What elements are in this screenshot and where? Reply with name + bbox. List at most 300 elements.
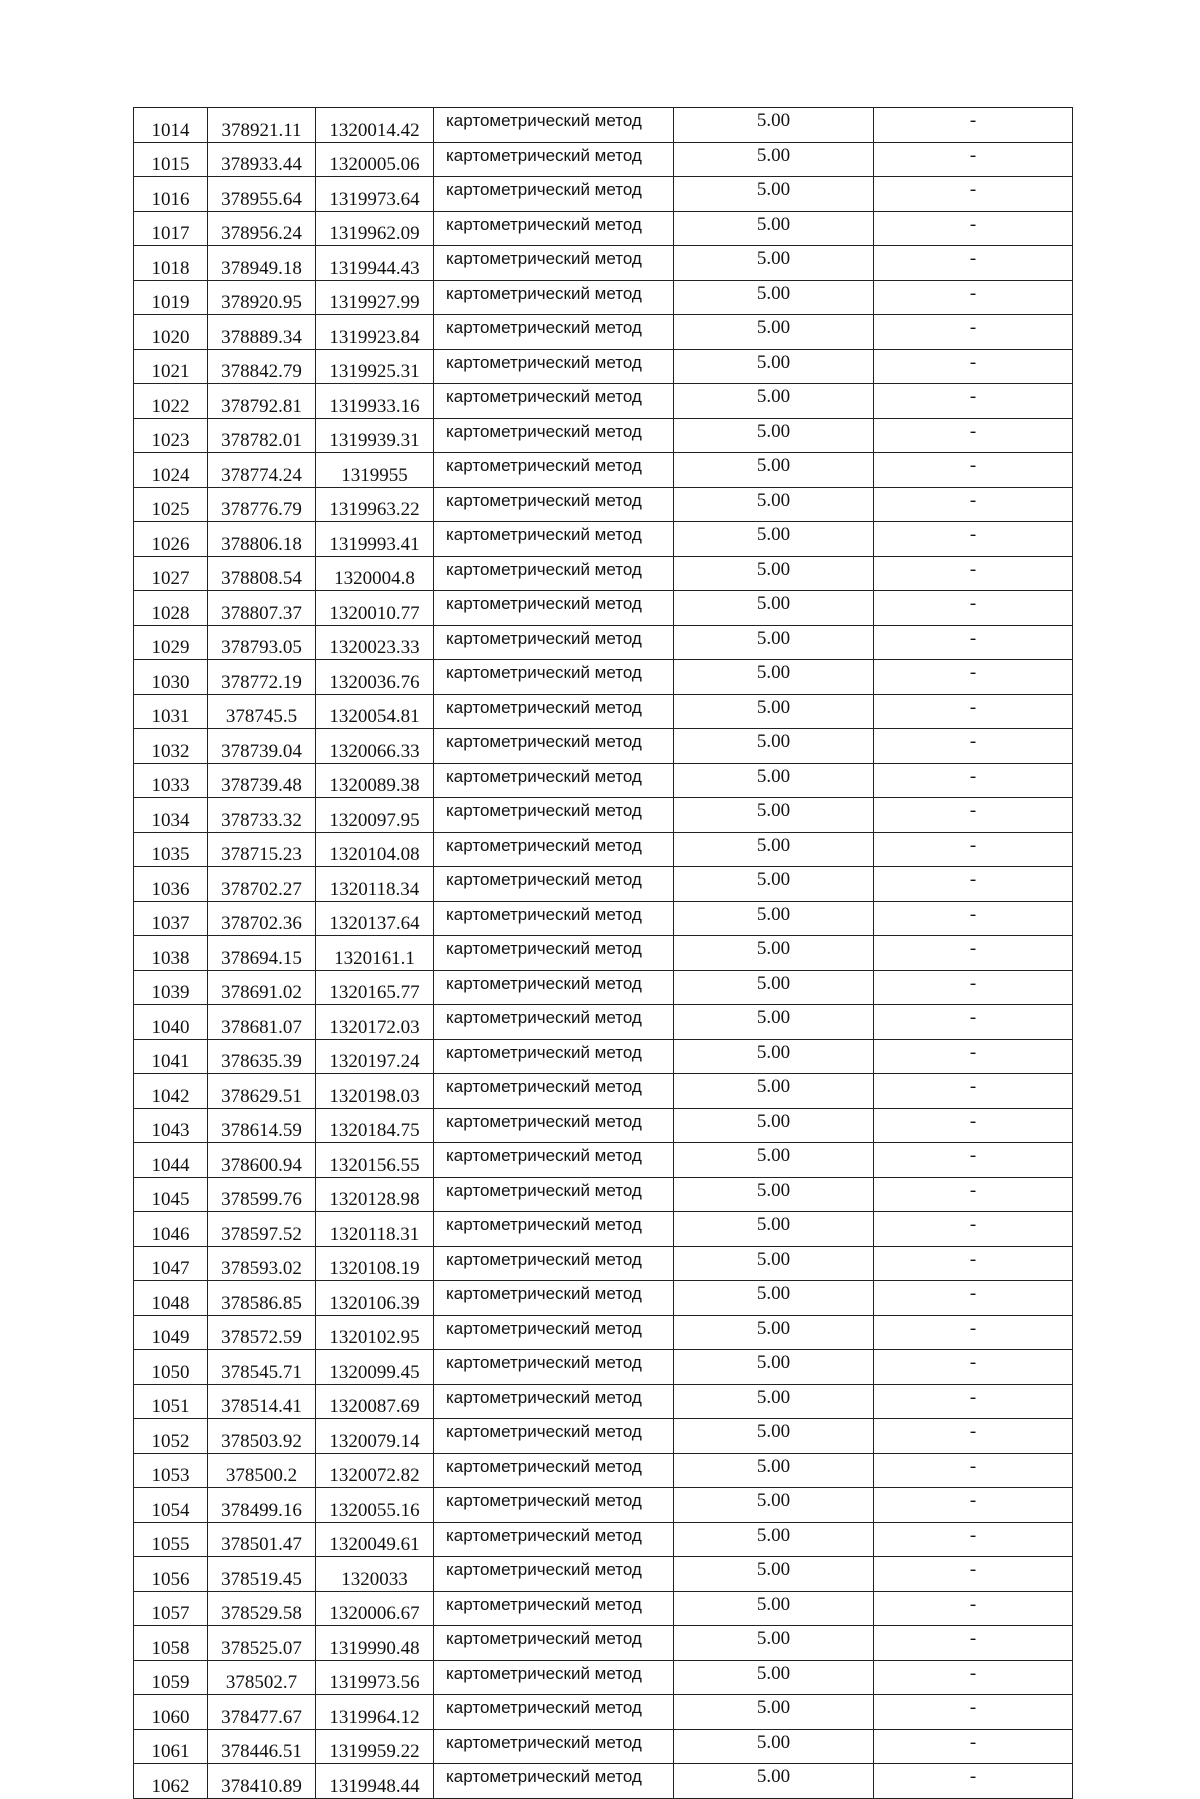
x-coordinate-cell: 378519.45 <box>208 1557 316 1592</box>
point-number-cell: 1058 <box>134 1626 208 1661</box>
accuracy-cell: 5.00 <box>674 970 874 1005</box>
point-number-cell: 1055 <box>134 1522 208 1557</box>
table-row <box>134 177 1073 212</box>
x-coordinate-cell: 378500.2 <box>208 1453 316 1488</box>
method-cell: картометрический метод <box>434 280 674 315</box>
accuracy-cell: 5.00 <box>674 1522 874 1557</box>
x-coordinate-cell: 378933.44 <box>208 142 316 177</box>
table-row <box>134 1108 1073 1143</box>
point-number-cell: 1019 <box>134 280 208 315</box>
point-number-cell: 1048 <box>134 1281 208 1316</box>
method-cell: картометрический метод <box>434 798 674 833</box>
accuracy-cell: 5.00 <box>674 1281 874 1316</box>
point-number-cell: 1027 <box>134 556 208 591</box>
note-cell: - <box>874 487 1073 522</box>
point-number-cell: 1060 <box>134 1695 208 1730</box>
accuracy-cell: 5.00 <box>674 1557 874 1592</box>
point-number-cell: 1017 <box>134 211 208 246</box>
method-cell: картометрический метод <box>434 418 674 453</box>
accuracy-cell: 5.00 <box>674 1074 874 1109</box>
point-number-cell: 1030 <box>134 660 208 695</box>
y-coordinate-cell: 1319955 <box>316 453 434 488</box>
point-number-cell: 1050 <box>134 1350 208 1385</box>
note-cell: - <box>874 1074 1073 1109</box>
accuracy-cell: 5.00 <box>674 384 874 419</box>
table-row <box>134 591 1073 626</box>
accuracy-cell: 5.00 <box>674 729 874 764</box>
method-cell: картометрический метод <box>434 349 674 384</box>
method-cell: картометрический метод <box>434 867 674 902</box>
note-cell: - <box>874 1764 1073 1799</box>
method-cell: картометрический метод <box>434 763 674 798</box>
y-coordinate-cell: 1320102.95 <box>316 1315 434 1350</box>
note-cell: - <box>874 660 1073 695</box>
note-cell: - <box>874 763 1073 798</box>
y-coordinate-cell: 1319963.22 <box>316 487 434 522</box>
point-number-cell: 1025 <box>134 487 208 522</box>
point-number-cell: 1020 <box>134 315 208 350</box>
x-coordinate-cell: 378599.76 <box>208 1177 316 1212</box>
note-cell: - <box>874 142 1073 177</box>
note-cell: - <box>874 1246 1073 1281</box>
note-cell: - <box>874 453 1073 488</box>
table-row <box>134 1315 1073 1350</box>
accuracy-cell: 5.00 <box>674 591 874 626</box>
x-coordinate-cell: 378635.39 <box>208 1039 316 1074</box>
accuracy-cell: 5.00 <box>674 763 874 798</box>
note-cell: - <box>874 280 1073 315</box>
y-coordinate-cell: 1320099.45 <box>316 1350 434 1385</box>
note-cell: - <box>874 867 1073 902</box>
y-coordinate-cell: 1320156.55 <box>316 1143 434 1178</box>
table-row <box>134 1729 1073 1764</box>
note-cell: - <box>874 936 1073 971</box>
accuracy-cell: 5.00 <box>674 1591 874 1626</box>
method-cell: картометрический метод <box>434 315 674 350</box>
note-cell: - <box>874 315 1073 350</box>
table-row <box>134 798 1073 833</box>
note-cell: - <box>874 832 1073 867</box>
method-cell: картометрический метод <box>434 1660 674 1695</box>
accuracy-cell: 5.00 <box>674 1005 874 1040</box>
table-row <box>134 1005 1073 1040</box>
table-row <box>134 1419 1073 1454</box>
y-coordinate-cell: 1320108.19 <box>316 1246 434 1281</box>
x-coordinate-cell: 378842.79 <box>208 349 316 384</box>
accuracy-cell: 5.00 <box>674 280 874 315</box>
accuracy-cell: 5.00 <box>674 1695 874 1730</box>
y-coordinate-cell: 1320049.61 <box>316 1522 434 1557</box>
method-cell: картометрический метод <box>434 591 674 626</box>
point-number-cell: 1049 <box>134 1315 208 1350</box>
accuracy-cell: 5.00 <box>674 142 874 177</box>
y-coordinate-cell: 1319973.56 <box>316 1660 434 1695</box>
y-coordinate-cell: 1320054.81 <box>316 694 434 729</box>
method-cell: картометрический метод <box>434 522 674 557</box>
note-cell: - <box>874 556 1073 591</box>
x-coordinate-cell: 378477.67 <box>208 1695 316 1730</box>
method-cell: картометрический метод <box>434 556 674 591</box>
note-cell: - <box>874 625 1073 660</box>
table-row <box>134 556 1073 591</box>
accuracy-cell: 5.00 <box>674 832 874 867</box>
x-coordinate-cell: 378545.71 <box>208 1350 316 1385</box>
table-row <box>134 384 1073 419</box>
y-coordinate-cell: 1320055.16 <box>316 1488 434 1523</box>
note-cell: - <box>874 1212 1073 1247</box>
note-cell: - <box>874 1626 1073 1661</box>
table-row <box>134 1350 1073 1385</box>
table-row <box>134 280 1073 315</box>
table-row <box>134 487 1073 522</box>
table-row <box>134 1212 1073 1247</box>
accuracy-cell: 5.00 <box>674 556 874 591</box>
table-row <box>134 1074 1073 1109</box>
y-coordinate-cell: 1320089.38 <box>316 763 434 798</box>
y-coordinate-cell: 1320033 <box>316 1557 434 1592</box>
point-number-cell: 1035 <box>134 832 208 867</box>
note-cell: - <box>874 694 1073 729</box>
point-number-cell: 1021 <box>134 349 208 384</box>
accuracy-cell: 5.00 <box>674 1729 874 1764</box>
y-coordinate-cell: 1320014.42 <box>316 108 434 143</box>
accuracy-cell: 5.00 <box>674 1419 874 1454</box>
method-cell: картометрический метод <box>434 832 674 867</box>
point-number-cell: 1044 <box>134 1143 208 1178</box>
table-row <box>134 142 1073 177</box>
method-cell: картометрический метод <box>434 1005 674 1040</box>
table-row <box>134 1246 1073 1281</box>
table-row <box>134 970 1073 1005</box>
table-row <box>134 1281 1073 1316</box>
y-coordinate-cell: 1320197.24 <box>316 1039 434 1074</box>
point-number-cell: 1016 <box>134 177 208 212</box>
y-coordinate-cell: 1320128.98 <box>316 1177 434 1212</box>
accuracy-cell: 5.00 <box>674 694 874 729</box>
x-coordinate-cell: 378691.02 <box>208 970 316 1005</box>
accuracy-cell: 5.00 <box>674 798 874 833</box>
y-coordinate-cell: 1319948.44 <box>316 1764 434 1799</box>
x-coordinate-cell: 378739.48 <box>208 763 316 798</box>
table-row <box>134 418 1073 453</box>
y-coordinate-cell: 1319933.16 <box>316 384 434 419</box>
point-number-cell: 1036 <box>134 867 208 902</box>
table-row <box>134 936 1073 971</box>
note-cell: - <box>874 1005 1073 1040</box>
accuracy-cell: 5.00 <box>674 487 874 522</box>
y-coordinate-cell: 1320005.06 <box>316 142 434 177</box>
method-cell: картометрический метод <box>434 1212 674 1247</box>
x-coordinate-cell: 378889.34 <box>208 315 316 350</box>
method-cell: картометрический метод <box>434 1143 674 1178</box>
method-cell: картометрический метод <box>434 729 674 764</box>
point-number-cell: 1056 <box>134 1557 208 1592</box>
point-number-cell: 1014 <box>134 108 208 143</box>
accuracy-cell: 5.00 <box>674 108 874 143</box>
y-coordinate-cell: 1319993.41 <box>316 522 434 557</box>
y-coordinate-cell: 1320172.03 <box>316 1005 434 1040</box>
x-coordinate-cell: 378745.5 <box>208 694 316 729</box>
point-number-cell: 1026 <box>134 522 208 557</box>
table-row <box>134 1384 1073 1419</box>
y-coordinate-cell: 1320006.67 <box>316 1591 434 1626</box>
note-cell: - <box>874 1488 1073 1523</box>
method-cell: картометрический метод <box>434 1315 674 1350</box>
method-cell: картометрический метод <box>434 487 674 522</box>
y-coordinate-cell: 1319990.48 <box>316 1626 434 1661</box>
x-coordinate-cell: 378702.27 <box>208 867 316 902</box>
x-coordinate-cell: 378782.01 <box>208 418 316 453</box>
y-coordinate-cell: 1320087.69 <box>316 1384 434 1419</box>
x-coordinate-cell: 378702.36 <box>208 901 316 936</box>
point-number-cell: 1043 <box>134 1108 208 1143</box>
table-body <box>134 108 1073 1799</box>
y-coordinate-cell: 1319964.12 <box>316 1695 434 1730</box>
accuracy-cell: 5.00 <box>674 246 874 281</box>
note-cell: - <box>874 1039 1073 1074</box>
method-cell: картометрический метод <box>434 1177 674 1212</box>
note-cell: - <box>874 1384 1073 1419</box>
table-row <box>134 729 1073 764</box>
note-cell: - <box>874 1315 1073 1350</box>
y-coordinate-cell: 1320036.76 <box>316 660 434 695</box>
table-row <box>134 763 1073 798</box>
accuracy-cell: 5.00 <box>674 1143 874 1178</box>
point-number-cell: 1029 <box>134 625 208 660</box>
accuracy-cell: 5.00 <box>674 1315 874 1350</box>
note-cell: - <box>874 246 1073 281</box>
accuracy-cell: 5.00 <box>674 1246 874 1281</box>
point-number-cell: 1023 <box>134 418 208 453</box>
x-coordinate-cell: 378502.7 <box>208 1660 316 1695</box>
accuracy-cell: 5.00 <box>674 1453 874 1488</box>
accuracy-cell: 5.00 <box>674 1039 874 1074</box>
x-coordinate-cell: 378501.47 <box>208 1522 316 1557</box>
accuracy-cell: 5.00 <box>674 1764 874 1799</box>
note-cell: - <box>874 1108 1073 1143</box>
note-cell: - <box>874 591 1073 626</box>
point-number-cell: 1053 <box>134 1453 208 1488</box>
table-row <box>134 211 1073 246</box>
x-coordinate-cell: 378921.11 <box>208 108 316 143</box>
point-number-cell: 1059 <box>134 1660 208 1695</box>
note-cell: - <box>874 1557 1073 1592</box>
x-coordinate-cell: 378774.24 <box>208 453 316 488</box>
table-row <box>134 1695 1073 1730</box>
point-number-cell: 1028 <box>134 591 208 626</box>
accuracy-cell: 5.00 <box>674 211 874 246</box>
y-coordinate-cell: 1319962.09 <box>316 211 434 246</box>
y-coordinate-cell: 1320184.75 <box>316 1108 434 1143</box>
x-coordinate-cell: 378793.05 <box>208 625 316 660</box>
x-coordinate-cell: 378597.52 <box>208 1212 316 1247</box>
method-cell: картометрический метод <box>434 1074 674 1109</box>
point-number-cell: 1033 <box>134 763 208 798</box>
table-row <box>134 1453 1073 1488</box>
note-cell: - <box>874 211 1073 246</box>
method-cell: картометрический метод <box>434 1729 674 1764</box>
table-row <box>134 108 1073 143</box>
x-coordinate-cell: 378955.64 <box>208 177 316 212</box>
table-row <box>134 453 1073 488</box>
y-coordinate-cell: 1320023.33 <box>316 625 434 660</box>
method-cell: картометрический метод <box>434 142 674 177</box>
point-number-cell: 1051 <box>134 1384 208 1419</box>
table-row <box>134 1591 1073 1626</box>
coordinates-table <box>133 107 1073 1799</box>
point-number-cell: 1031 <box>134 694 208 729</box>
y-coordinate-cell: 1320010.77 <box>316 591 434 626</box>
y-coordinate-cell: 1320161.1 <box>316 936 434 971</box>
table-row <box>134 349 1073 384</box>
point-number-cell: 1057 <box>134 1591 208 1626</box>
table-row <box>134 1039 1073 1074</box>
y-coordinate-cell: 1320106.39 <box>316 1281 434 1316</box>
point-number-cell: 1061 <box>134 1729 208 1764</box>
method-cell: картометрический метод <box>434 1557 674 1592</box>
table-row <box>134 315 1073 350</box>
note-cell: - <box>874 1281 1073 1316</box>
accuracy-cell: 5.00 <box>674 660 874 695</box>
note-cell: - <box>874 1419 1073 1454</box>
method-cell: картометрический метод <box>434 1626 674 1661</box>
table-row <box>134 832 1073 867</box>
method-cell: картометрический метод <box>434 694 674 729</box>
accuracy-cell: 5.00 <box>674 1660 874 1695</box>
note-cell: - <box>874 177 1073 212</box>
y-coordinate-cell: 1320118.34 <box>316 867 434 902</box>
accuracy-cell: 5.00 <box>674 1384 874 1419</box>
y-coordinate-cell: 1320004.8 <box>316 556 434 591</box>
y-coordinate-cell: 1320079.14 <box>316 1419 434 1454</box>
x-coordinate-cell: 378776.79 <box>208 487 316 522</box>
table-row <box>134 1488 1073 1523</box>
x-coordinate-cell: 378446.51 <box>208 1729 316 1764</box>
y-coordinate-cell: 1320104.08 <box>316 832 434 867</box>
method-cell: картометрический метод <box>434 108 674 143</box>
note-cell: - <box>874 901 1073 936</box>
table-row <box>134 625 1073 660</box>
y-coordinate-cell: 1320072.82 <box>316 1453 434 1488</box>
x-coordinate-cell: 378920.95 <box>208 280 316 315</box>
note-cell: - <box>874 1453 1073 1488</box>
method-cell: картометрический метод <box>434 177 674 212</box>
accuracy-cell: 5.00 <box>674 418 874 453</box>
point-number-cell: 1041 <box>134 1039 208 1074</box>
accuracy-cell: 5.00 <box>674 1177 874 1212</box>
x-coordinate-cell: 378600.94 <box>208 1143 316 1178</box>
method-cell: картометрический метод <box>434 246 674 281</box>
point-number-cell: 1054 <box>134 1488 208 1523</box>
table-row <box>134 1660 1073 1695</box>
x-coordinate-cell: 378529.58 <box>208 1591 316 1626</box>
accuracy-cell: 5.00 <box>674 349 874 384</box>
x-coordinate-cell: 378792.81 <box>208 384 316 419</box>
accuracy-cell: 5.00 <box>674 1108 874 1143</box>
note-cell: - <box>874 418 1073 453</box>
note-cell: - <box>874 1660 1073 1695</box>
point-number-cell: 1037 <box>134 901 208 936</box>
note-cell: - <box>874 1143 1073 1178</box>
x-coordinate-cell: 378681.07 <box>208 1005 316 1040</box>
note-cell: - <box>874 1695 1073 1730</box>
point-number-cell: 1024 <box>134 453 208 488</box>
point-number-cell: 1038 <box>134 936 208 971</box>
point-number-cell: 1045 <box>134 1177 208 1212</box>
point-number-cell: 1046 <box>134 1212 208 1247</box>
method-cell: картометрический метод <box>434 1695 674 1730</box>
x-coordinate-cell: 378503.92 <box>208 1419 316 1454</box>
method-cell: картометрический метод <box>434 1384 674 1419</box>
x-coordinate-cell: 378694.15 <box>208 936 316 971</box>
y-coordinate-cell: 1320198.03 <box>316 1074 434 1109</box>
x-coordinate-cell: 378410.89 <box>208 1764 316 1799</box>
note-cell: - <box>874 1177 1073 1212</box>
method-cell: картометрический метод <box>434 660 674 695</box>
y-coordinate-cell: 1320118.31 <box>316 1212 434 1247</box>
table-row <box>134 1626 1073 1661</box>
table-row <box>134 522 1073 557</box>
method-cell: картометрический метод <box>434 1281 674 1316</box>
method-cell: картометрический метод <box>434 1039 674 1074</box>
x-coordinate-cell: 378808.54 <box>208 556 316 591</box>
accuracy-cell: 5.00 <box>674 522 874 557</box>
point-number-cell: 1015 <box>134 142 208 177</box>
y-coordinate-cell: 1320165.77 <box>316 970 434 1005</box>
table-row <box>134 1143 1073 1178</box>
x-coordinate-cell: 378715.23 <box>208 832 316 867</box>
y-coordinate-cell: 1319923.84 <box>316 315 434 350</box>
table-row <box>134 694 1073 729</box>
method-cell: картометрический метод <box>434 1488 674 1523</box>
x-coordinate-cell: 378499.16 <box>208 1488 316 1523</box>
note-cell: - <box>874 1522 1073 1557</box>
x-coordinate-cell: 378949.18 <box>208 246 316 281</box>
x-coordinate-cell: 378525.07 <box>208 1626 316 1661</box>
method-cell: картометрический метод <box>434 1522 674 1557</box>
point-number-cell: 1052 <box>134 1419 208 1454</box>
y-coordinate-cell: 1320066.33 <box>316 729 434 764</box>
accuracy-cell: 5.00 <box>674 936 874 971</box>
x-coordinate-cell: 378772.19 <box>208 660 316 695</box>
y-coordinate-cell: 1319944.43 <box>316 246 434 281</box>
x-coordinate-cell: 378572.59 <box>208 1315 316 1350</box>
y-coordinate-cell: 1319925.31 <box>316 349 434 384</box>
accuracy-cell: 5.00 <box>674 1350 874 1385</box>
x-coordinate-cell: 378733.32 <box>208 798 316 833</box>
method-cell: картометрический метод <box>434 1419 674 1454</box>
x-coordinate-cell: 378806.18 <box>208 522 316 557</box>
accuracy-cell: 5.00 <box>674 1626 874 1661</box>
accuracy-cell: 5.00 <box>674 315 874 350</box>
table-row <box>134 867 1073 902</box>
accuracy-cell: 5.00 <box>674 1212 874 1247</box>
y-coordinate-cell: 1319927.99 <box>316 280 434 315</box>
method-cell: картометрический метод <box>434 970 674 1005</box>
x-coordinate-cell: 378614.59 <box>208 1108 316 1143</box>
accuracy-cell: 5.00 <box>674 625 874 660</box>
note-cell: - <box>874 798 1073 833</box>
accuracy-cell: 5.00 <box>674 867 874 902</box>
x-coordinate-cell: 378956.24 <box>208 211 316 246</box>
y-coordinate-cell: 1320097.95 <box>316 798 434 833</box>
table-row <box>134 246 1073 281</box>
method-cell: картометрический метод <box>434 1453 674 1488</box>
accuracy-cell: 5.00 <box>674 901 874 936</box>
x-coordinate-cell: 378807.37 <box>208 591 316 626</box>
method-cell: картометрический метод <box>434 1108 674 1143</box>
x-coordinate-cell: 378514.41 <box>208 1384 316 1419</box>
